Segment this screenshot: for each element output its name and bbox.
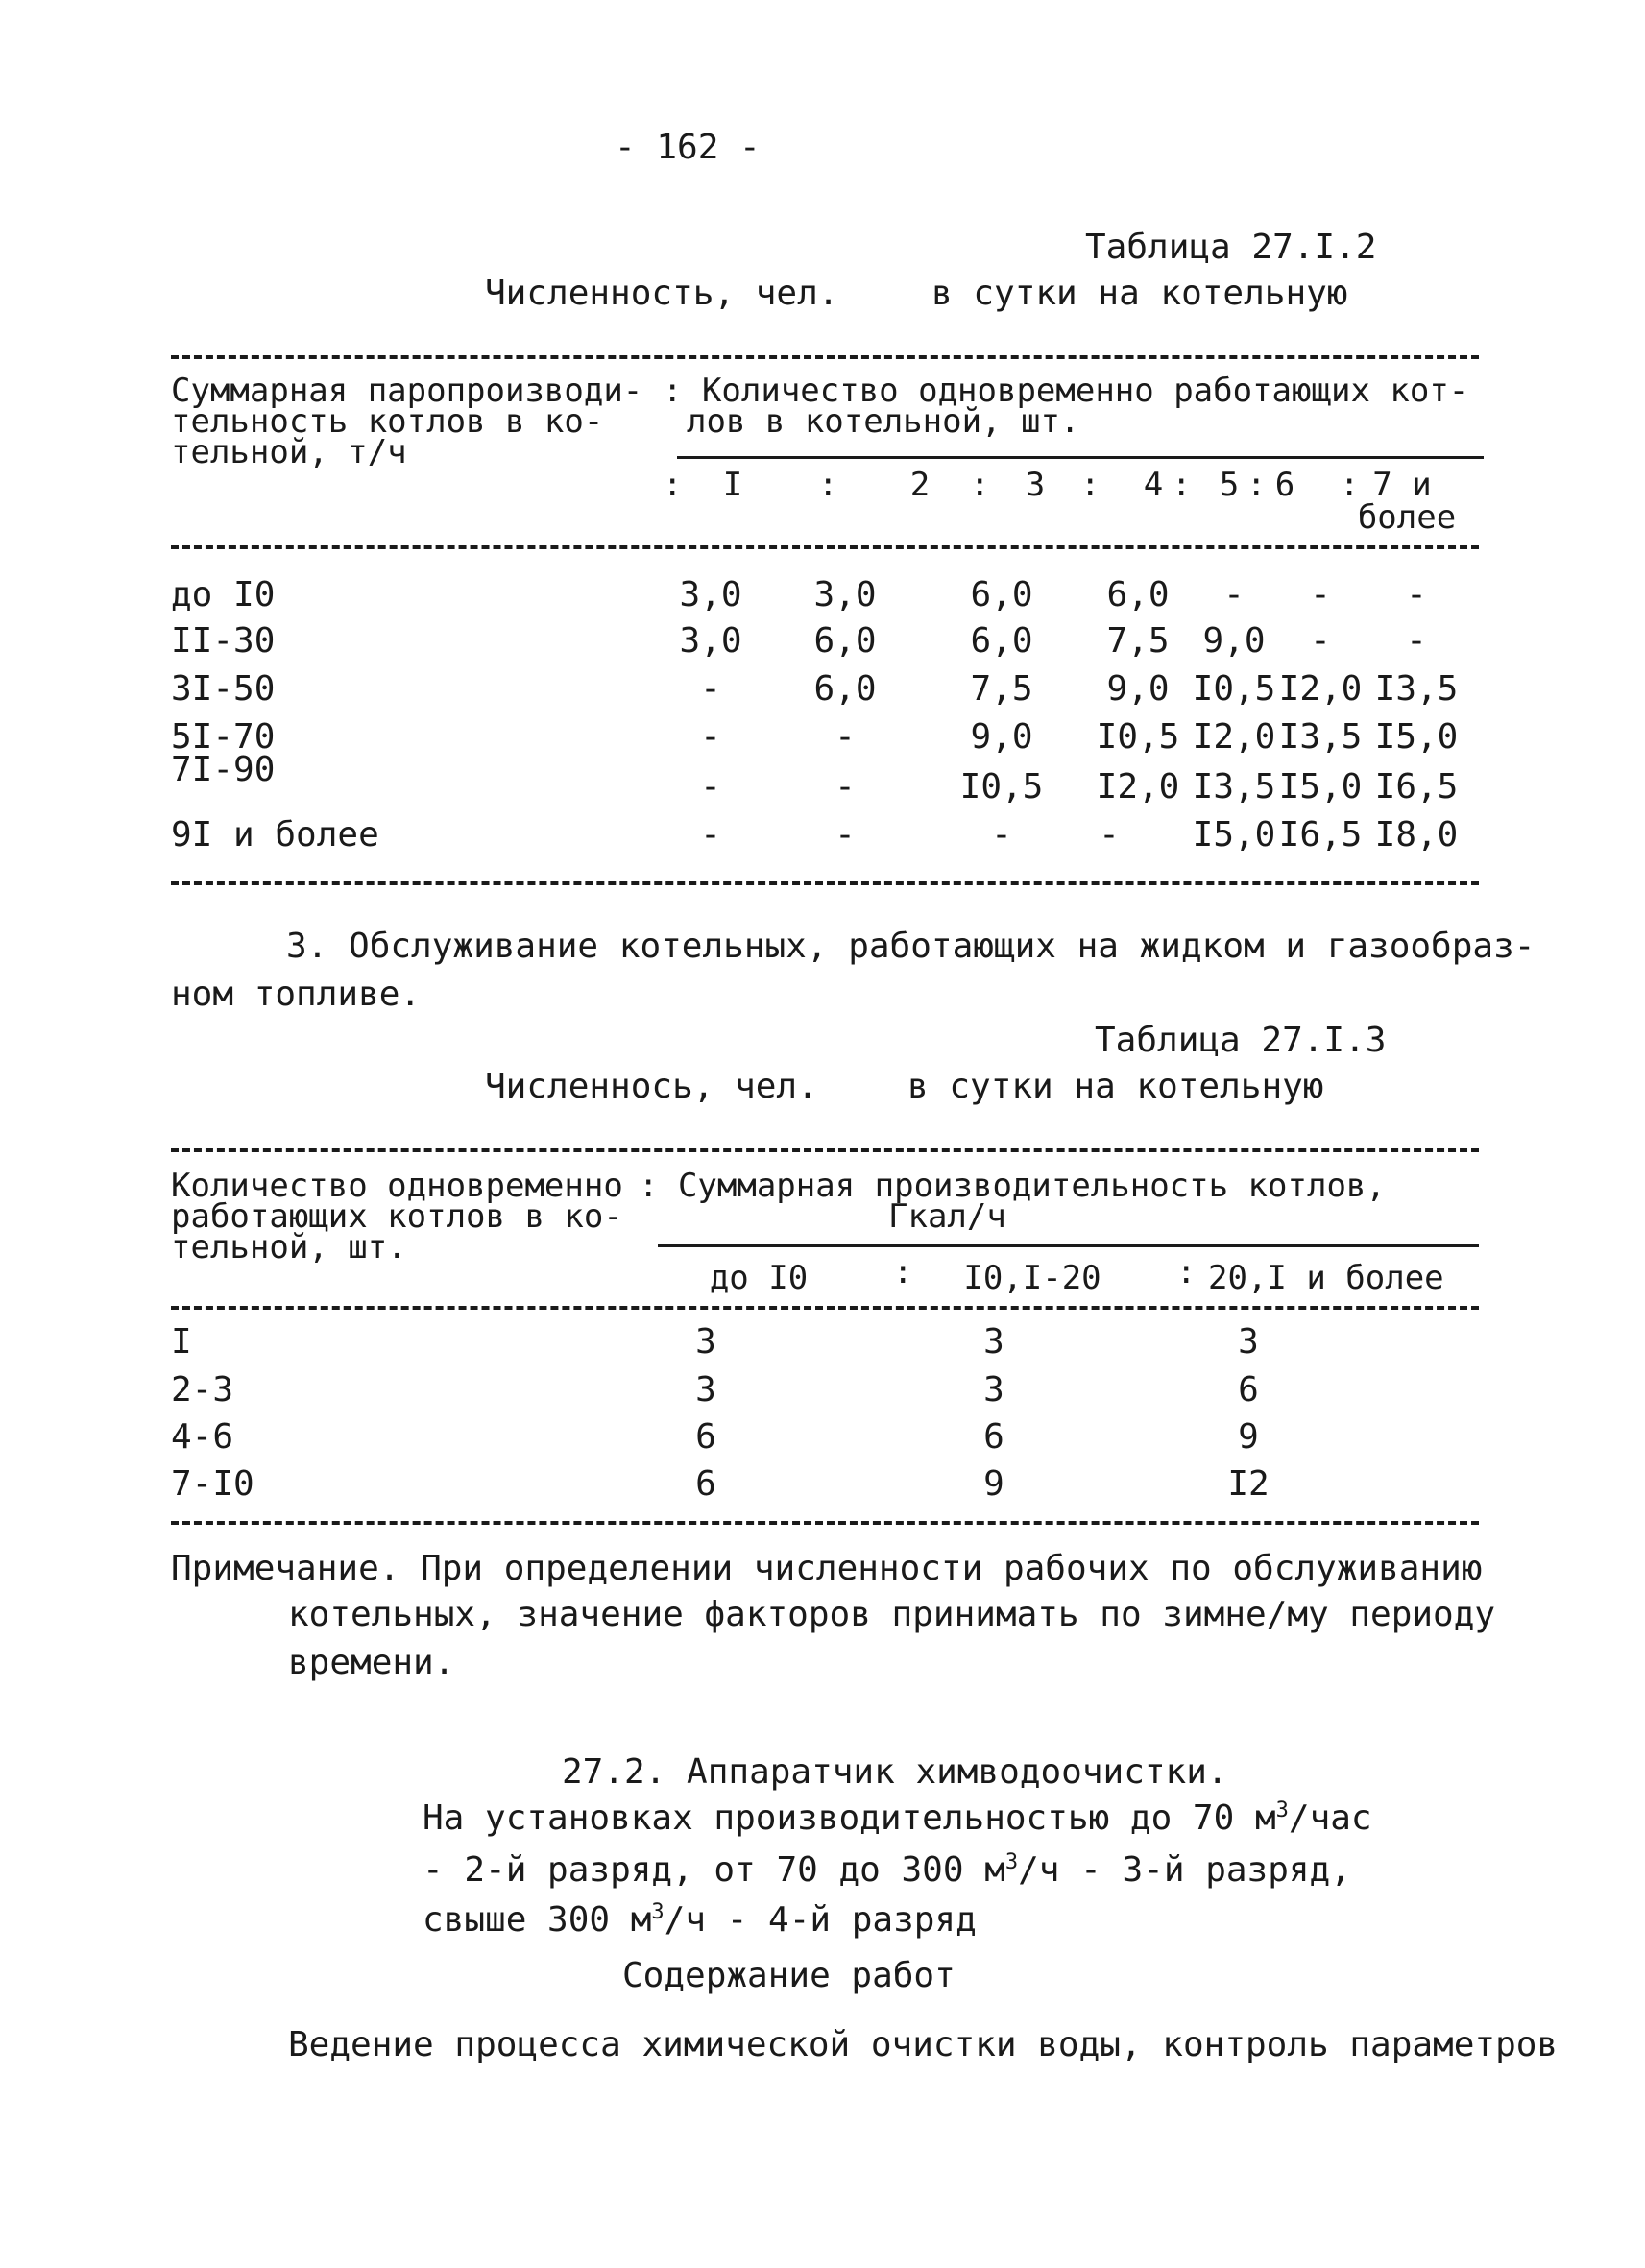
- section-27-2-title: 27.2. Аппаратчик химводоочистки.: [562, 1752, 1228, 1792]
- section-27-2-line: [423, 1799, 1372, 1838]
- table1-col-sep: :: [663, 466, 683, 504]
- text-segment: /час: [1288, 1798, 1372, 1838]
- table1-unit-left: Численность, чел.: [485, 274, 839, 313]
- section3-line: ном топливе.: [171, 975, 422, 1014]
- table1-cell: I3,5: [1374, 669, 1459, 709]
- table1-col-header: 5: [1219, 466, 1240, 504]
- table2-col-header: 20,I и более: [1208, 1259, 1444, 1297]
- table2-header-rule: [171, 1306, 1479, 1310]
- table2-cell: I2: [1227, 1464, 1270, 1504]
- table1-col-sep: :: [1080, 466, 1101, 504]
- table1-cell: I5,0: [1192, 815, 1276, 855]
- table1-unit-right: в сутки на котельную: [931, 274, 1348, 313]
- table1-cell: -: [991, 815, 1012, 855]
- table2-col-sep: :: [1176, 1253, 1197, 1291]
- page-number: - 162 -: [615, 128, 761, 167]
- table2-row-label: 7-I0: [171, 1464, 254, 1504]
- table1-col-sep: :: [1246, 466, 1267, 504]
- table2-row-header-line: работающих котлов в ко-: [171, 1197, 623, 1236]
- table1-cell: I0,5: [959, 767, 1044, 807]
- table2-top-rule: [171, 1148, 1479, 1152]
- table1-cell: I6,5: [1278, 815, 1363, 855]
- table2-bottom-rule: [171, 1521, 1479, 1525]
- text-segment: свыше 300 м: [423, 1900, 652, 1940]
- table1-cell: 9,0: [970, 717, 1033, 757]
- table2-cell: 3: [1238, 1322, 1259, 1362]
- text-segment: - 2-й разряд, от 70 до 300 м: [423, 1850, 1005, 1890]
- table2-col-header: I0,I-20: [963, 1259, 1101, 1297]
- table2-group-header-line: : Суммарная производительность котлов,: [639, 1167, 1386, 1205]
- table2-row-label: 4-6: [171, 1417, 234, 1457]
- table1-cell: -: [700, 815, 721, 855]
- table1-col-header: I: [722, 466, 743, 504]
- table1-col-sep: :: [970, 466, 990, 504]
- table1-cell: 3,0: [679, 575, 742, 615]
- section3-line: 3. Обслуживание котельных, работающих на жидком и газообраз-: [286, 927, 1536, 966]
- table1-row-label: 5I-70: [171, 717, 276, 757]
- table1-row-header-line: Суммарная паропроизводи-: [171, 372, 643, 410]
- table2-cell: 9: [1238, 1417, 1259, 1457]
- table1-cell: I2,0: [1192, 717, 1276, 757]
- table1-col-header: 3: [1025, 466, 1046, 504]
- table1-cell: I6,5: [1374, 767, 1459, 807]
- table1-col-header: 2: [909, 466, 931, 504]
- table1-cell: -: [1310, 621, 1331, 661]
- table1-cell: -: [835, 815, 856, 855]
- table2-col-sep: :: [893, 1253, 913, 1291]
- table2-cell: 6: [983, 1417, 1004, 1457]
- table1-cell: -: [835, 767, 856, 807]
- table1-header-rule: [171, 545, 1479, 549]
- text-segment: На установках производительностью до 70 м: [423, 1798, 1276, 1838]
- table1-row-header-line: тельность котлов в ко-: [171, 402, 604, 441]
- table1-row-header-line: тельной, т/ч: [171, 433, 407, 471]
- table1-group-header-line: лов в котельной, шт.: [687, 402, 1080, 441]
- table1-col-sep: :: [818, 466, 838, 504]
- table1-cell: 7,5: [970, 669, 1033, 709]
- table1-cell: -: [700, 717, 721, 757]
- table1-row-label: 3I-50: [171, 669, 276, 709]
- table2-row-label: I: [171, 1322, 192, 1362]
- table2-cell: 6: [695, 1464, 716, 1504]
- text-segment: /ч - 3-й разряд,: [1018, 1850, 1351, 1890]
- table1-cell: I2,0: [1096, 767, 1180, 807]
- section-27-2-body: Ведение процесса химической очистки воды, контроль параметров: [288, 2025, 1559, 2064]
- table2-cell: 3: [695, 1322, 716, 1362]
- table1-cell: I3,5: [1278, 717, 1363, 757]
- text-segment: /ч - 4-й разряд: [664, 1900, 977, 1940]
- table2-col-header: до I0: [709, 1259, 809, 1297]
- table2-cell: 3: [983, 1370, 1004, 1410]
- table1-cell: 7,5: [1106, 621, 1170, 661]
- section-27-2-line: [423, 1851, 1351, 1890]
- superscript: 3: [1275, 1798, 1289, 1822]
- table1-cell: 6,0: [813, 621, 877, 661]
- table1-col-header: более: [1357, 498, 1457, 537]
- table1-id: Таблица 27.I.2: [1085, 228, 1377, 267]
- table1-bottom-rule: [171, 881, 1479, 885]
- table2-cell: 3: [983, 1322, 1004, 1362]
- table1-cell: I0,5: [1096, 717, 1180, 757]
- table1-cell: 3,0: [813, 575, 877, 615]
- table1-top-rule: [171, 355, 1479, 359]
- note-line: котельных, значение факторов принимать по зимне/му периоду: [288, 1595, 1496, 1634]
- table2-cell: 6: [1238, 1370, 1259, 1410]
- table2-group-header-line: Гкал/ч: [888, 1197, 1006, 1236]
- table1-row-label: II-30: [171, 621, 276, 661]
- table1-row-label: до I0: [171, 575, 276, 615]
- superscript: 3: [1004, 1850, 1019, 1874]
- table2-row-header-line: тельной, шт.: [171, 1228, 407, 1267]
- table2-id: Таблица 27.I.3: [1095, 1021, 1387, 1060]
- table1-group-rule: [677, 456, 1484, 459]
- table2-cell: 9: [983, 1464, 1004, 1504]
- table1-cell: 6,0: [970, 575, 1033, 615]
- table1-cell: -: [835, 717, 856, 757]
- table1-cell: -: [700, 767, 721, 807]
- table1-cell: -: [1406, 575, 1427, 615]
- section-27-2-line: [423, 1901, 977, 1940]
- table1-cell: I5,0: [1278, 767, 1363, 807]
- table1-cell: 6,0: [813, 669, 877, 709]
- table1-row-label: 9I и более: [171, 815, 379, 855]
- table1-col-sep: :: [1340, 466, 1360, 504]
- table2-row-header-line: Количество одновременно: [171, 1167, 623, 1205]
- superscript: 3: [651, 1900, 665, 1924]
- table1-cell: 3,0: [679, 621, 742, 661]
- table1-cell: I5,0: [1374, 717, 1459, 757]
- table1-col-header: 7 и: [1372, 466, 1432, 504]
- table1-cell: -: [1406, 621, 1427, 661]
- table2-unit-left: Численнось, чел.: [485, 1067, 818, 1106]
- table1-cell: I3,5: [1192, 767, 1276, 807]
- table1-col-header: 6: [1274, 466, 1295, 504]
- table2-group-rule: [658, 1244, 1479, 1247]
- table1-cell: -: [1099, 815, 1120, 855]
- table1-col-sep: :: [1172, 466, 1192, 504]
- table2-cell: 6: [695, 1417, 716, 1457]
- table1-cell: 6,0: [1106, 575, 1170, 615]
- note-line: времени.: [288, 1643, 455, 1682]
- table1-cell: 6,0: [970, 621, 1033, 661]
- table2-row-label: 2-3: [171, 1370, 234, 1410]
- table1-cell: -: [1310, 575, 1331, 615]
- table1-cell: 9,0: [1106, 669, 1170, 709]
- table1-group-header-line: : Количество одновременно работающих кот-: [663, 372, 1469, 410]
- note-line: Примечание. При определении численности рабочих по обслуживанию: [171, 1549, 1483, 1588]
- table1-cell: I8,0: [1374, 815, 1459, 855]
- table1-cell: -: [700, 669, 721, 709]
- table2-unit-right: в сутки на котельную: [907, 1067, 1324, 1106]
- table1-col-header: 4: [1143, 466, 1164, 504]
- table1-cell: -: [1223, 575, 1245, 615]
- table2-cell: 3: [695, 1370, 716, 1410]
- table1-cell: 9,0: [1202, 621, 1266, 661]
- table1-row-label: 7I-90: [171, 750, 276, 789]
- section-27-2-subtitle: Содержание работ: [622, 1956, 956, 1995]
- table1-cell: I0,5: [1192, 669, 1276, 709]
- table1-cell: I2,0: [1278, 669, 1363, 709]
